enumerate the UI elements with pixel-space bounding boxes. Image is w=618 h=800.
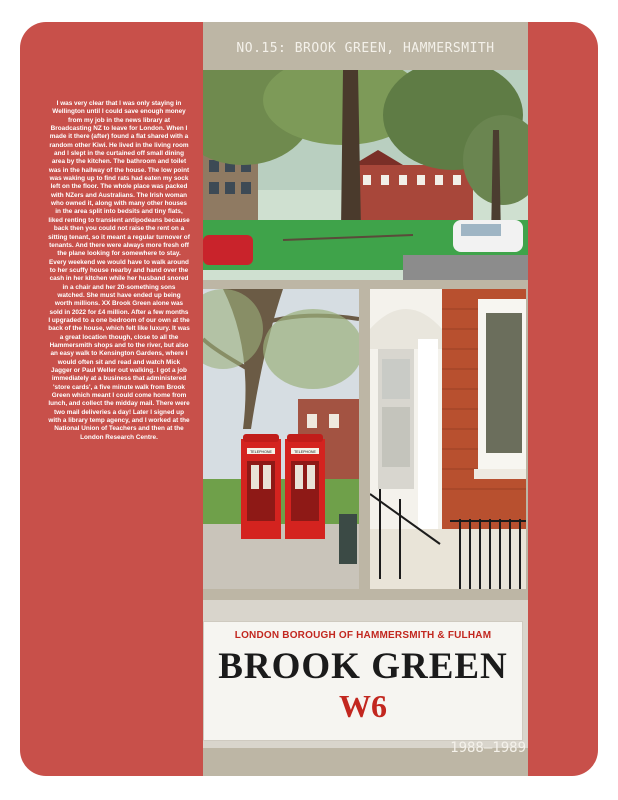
story-text: I was very clear that I was only staying in Wellington until I could save enough money from my job in the news library at Broadcasting NZ to leave for London. When I made it there (after) found a flat shared with a random other Kiwi. He lived in the living room and I slept in the curtained off small dining area by the kitchen. The bathroom and toilet was in the hallway of the house. The low point was waking up to find rats had eaten my sock left on the floor. The whole place was packed with NZers and Australians. The Irish woman who owned it, along with many other houses in the area split into bedsits and tiny flats, liked renting to transient antipodeans because back then you could not raise the rent on a sitting tenant, so it meant a regular turnover of tenants. And there were always more fresh off the plane looking for somewhere to stay. Every weekend we would have to walk around to her scuffy house nearby and hand over the cash in her kitchen while her husband snored in a chair and her 20-something sons watched. She must have ended up being worth millions. XX Brook Green alone was sold in 2022 for £4 million. After a few months I upgraded to a one bedroom of our own at the back of the house, which felt like luxury. It was a great location though, close to all the Hammersmith shops and to the river, but also an easy walk to Kensington Gardens, where I would often sit and read and watch Mick Jagger or Paul Weller out walking. I got a job immediately at a business that administered 'store cards', a five minute walk from Brook Green which meant I could come home from lunch, and collect the midday mail. There were two mail deliveries a day! Later I signed up with a library temp agency, and I worked at the National Union of Teachers and then at the London Research Centre. — [48, 100, 190, 441]
photo-telephone-boxes — [203, 289, 359, 589]
photo-brook-green-park — [203, 70, 528, 280]
park-scene — [203, 70, 528, 280]
phone-box-label-left: TELEPHONE — [250, 450, 272, 454]
doorway-scene — [370, 289, 526, 589]
phone-box-label-right: TELEPHONE — [294, 450, 316, 454]
street-sign — [203, 621, 523, 741]
sign-street-name: BROOK GREEN — [218, 646, 508, 687]
sign-borough: LONDON BOROUGH OF HAMMERSMITH & FULHAM — [234, 630, 492, 641]
telephone-box-scene — [203, 289, 359, 589]
photo-front-door — [370, 289, 526, 589]
date-range: 1988–1989 — [450, 740, 526, 756]
sign-postal-district: W6 — [339, 688, 387, 724]
page-title: NO.15: BROOK GREEN, HAMMERSMITH — [236, 41, 495, 56]
